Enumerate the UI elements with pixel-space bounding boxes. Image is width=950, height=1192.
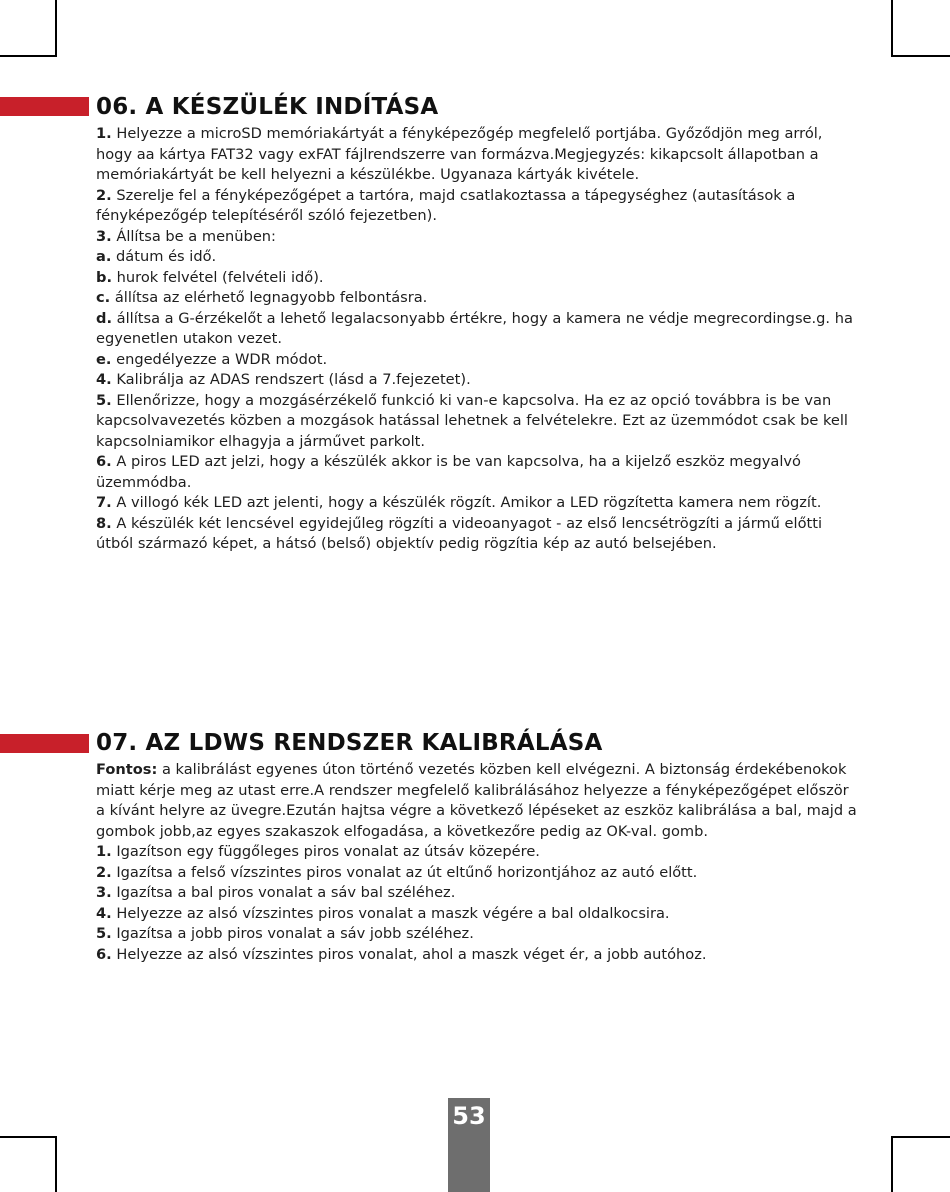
list-item — [96, 842, 861, 863]
item-number: 7. — [96, 494, 112, 511]
list-item — [96, 493, 861, 514]
item-text: állítsa az elérhető legnagyobb felbontásra. — [110, 289, 428, 306]
list-item — [96, 452, 861, 493]
item-number: 2. — [96, 186, 112, 204]
intro-text: a kalibrálást egyenes úton történő vezetés közben kell elvégezni. A biztonság érdekébenokok miatt kérje meg az utast erre.A rendszer megfelelő kalibrálásához helyezze a fényképezőgépet először a kívánt helyre az üvegre.Ezután hajtsa végre a következő lépéseket az eszköz kalibrálása a bal, majd a gombok jobb,az egyes szakaszok elfogadása, a következőre pedig az OK-val. gomb. — [96, 761, 857, 840]
list-item — [96, 227, 861, 248]
item-number: b. — [96, 268, 112, 286]
item-number: 6. — [96, 453, 112, 470]
item-text: dátum és idő. — [111, 248, 217, 265]
section-accent-bar — [0, 97, 89, 116]
section-heading: 06. A KÉSZÜLÉK INDÍTÁSA — [96, 94, 439, 120]
item-number: 2. — [96, 863, 112, 881]
item-number: 4. — [96, 371, 112, 388]
section-body — [96, 760, 861, 965]
list-item — [96, 350, 861, 371]
list-item — [96, 288, 861, 309]
item-text: A villogó kék LED azt jelenti, hogy a készülék rögzít. Amikor a LED rögzítetta kamera nem rögzít. — [111, 494, 822, 511]
list-item — [96, 124, 861, 186]
list-item — [96, 370, 861, 391]
list-item — [96, 945, 861, 966]
list-item — [96, 863, 861, 884]
intro-label: Fontos: — [96, 761, 158, 778]
item-number: d. — [96, 309, 112, 327]
item-text: Kalibrálja az ADAS rendszert (lásd a 7.fejezetet). — [111, 371, 471, 388]
list-item — [96, 904, 861, 925]
page-number-tab — [448, 1098, 490, 1192]
item-text: Szerelje fel a fényképezőgépet a tartóra, majd csatlakoztassa a tápegységhez (autasítások a fényképezőgép telepítéséről szóló fejezetben). — [96, 186, 796, 224]
crop-mark-top-right-h — [891, 55, 950, 57]
item-text: Igazítsa a bal piros vonalat a sáv bal széléhez. — [111, 884, 456, 901]
crop-mark-bottom-right-h — [891, 1136, 950, 1138]
crop-mark-bottom-left-h — [0, 1136, 57, 1138]
item-number: 3. — [96, 227, 112, 245]
list-item — [96, 391, 861, 453]
item-number: a. — [96, 248, 112, 265]
item-text: Helyezze az alsó vízszintes piros vonalat, ahol a maszk véget ér, a jobb autóhoz. — [111, 945, 707, 963]
item-text: Helyezze a microSD memóriakártyát a fényképezőgép megfelelő portjába. Győződjön meg arról, hogy aa kártya FAT32 vagy exFAT fájlrendszerre van formázva.Megjegyzés: kikapcsolt állapotban a memóriakártyát be kell helyezni a készülékbe. Ugyanaza kártyák kivétele. — [96, 125, 823, 183]
item-number: 1. — [96, 125, 112, 142]
list-item — [96, 186, 861, 227]
item-text: Ellenőrizze, hogy a mozgásérzékelő funkció ki van-e kapcsolva. Ha ez az opció továbbra is be van kapcsolvavezetés közben a mozgások hatással lehetnek a felvételekre. Ezt az üzemmódot csak be kell kapcsolniamikor elhagyja a járművet parkolt. — [96, 391, 848, 450]
item-number: 5. — [96, 391, 112, 409]
list-item — [96, 514, 861, 555]
item-text: Helyezze az alsó vízszintes piros vonalat a maszk végére a bal oldalkocsira. — [111, 904, 670, 922]
item-number: 3. — [96, 884, 112, 901]
crop-mark-bottom-right-v — [891, 1136, 893, 1192]
crop-mark-bottom-left-v — [55, 1136, 57, 1192]
item-number: e. — [96, 350, 112, 368]
item-number: 1. — [96, 843, 112, 860]
item-text: Igazítsa a felső vízszintes piros vonalat az út eltűnő horizontjához az autó előtt. — [111, 863, 698, 881]
page-number: 53 — [452, 1102, 486, 1130]
list-item — [96, 247, 861, 268]
crop-mark-top-right-v — [891, 0, 893, 57]
item-number: 4. — [96, 904, 112, 922]
item-number: 8. — [96, 514, 112, 532]
item-text: Állítsa be a menüben: — [111, 227, 276, 245]
list-item — [96, 924, 861, 945]
item-text: A piros LED azt jelzi, hogy a készülék akkor is be van kapcsolva, ha a kijelző eszköz megyalvó üzemmódba. — [96, 453, 801, 491]
intro-paragraph — [96, 760, 861, 842]
list-item — [96, 309, 861, 350]
item-text: engedélyezze a WDR módot. — [111, 350, 328, 368]
list-item — [96, 268, 861, 289]
item-number: 5. — [96, 925, 112, 942]
item-text: hurok felvétel (felvételi idő). — [112, 268, 324, 286]
list-item — [96, 883, 861, 904]
item-text: A készülék két lencsével egyidejűleg rögzíti a videoanyagot - az első lencsétrögzíti a jármű előtti útból származó képet, a hátsó (belső) objektív pedig rögzítia kép az autó belsejében. — [96, 514, 823, 552]
item-number: 6. — [96, 945, 112, 963]
section-heading: 07. AZ LDWS RENDSZER KALIBRÁLÁSA — [96, 730, 603, 756]
item-text: Igazítson egy függőleges piros vonalat az útsáv közepére. — [111, 843, 540, 860]
section-accent-bar — [0, 734, 89, 753]
item-text: állítsa a G-érzékelőt a lehető legalacsonyabb értékre, hogy a kamera ne védje megrecordingse.g. ha egyenetlen utakon vezet. — [96, 309, 853, 347]
section-body — [96, 124, 861, 555]
crop-mark-top-left-h — [0, 55, 57, 57]
item-number: c. — [96, 289, 111, 306]
item-text: Igazítsa a jobb piros vonalat a sáv jobb széléhez. — [111, 925, 474, 942]
crop-mark-top-left-v — [55, 0, 57, 57]
